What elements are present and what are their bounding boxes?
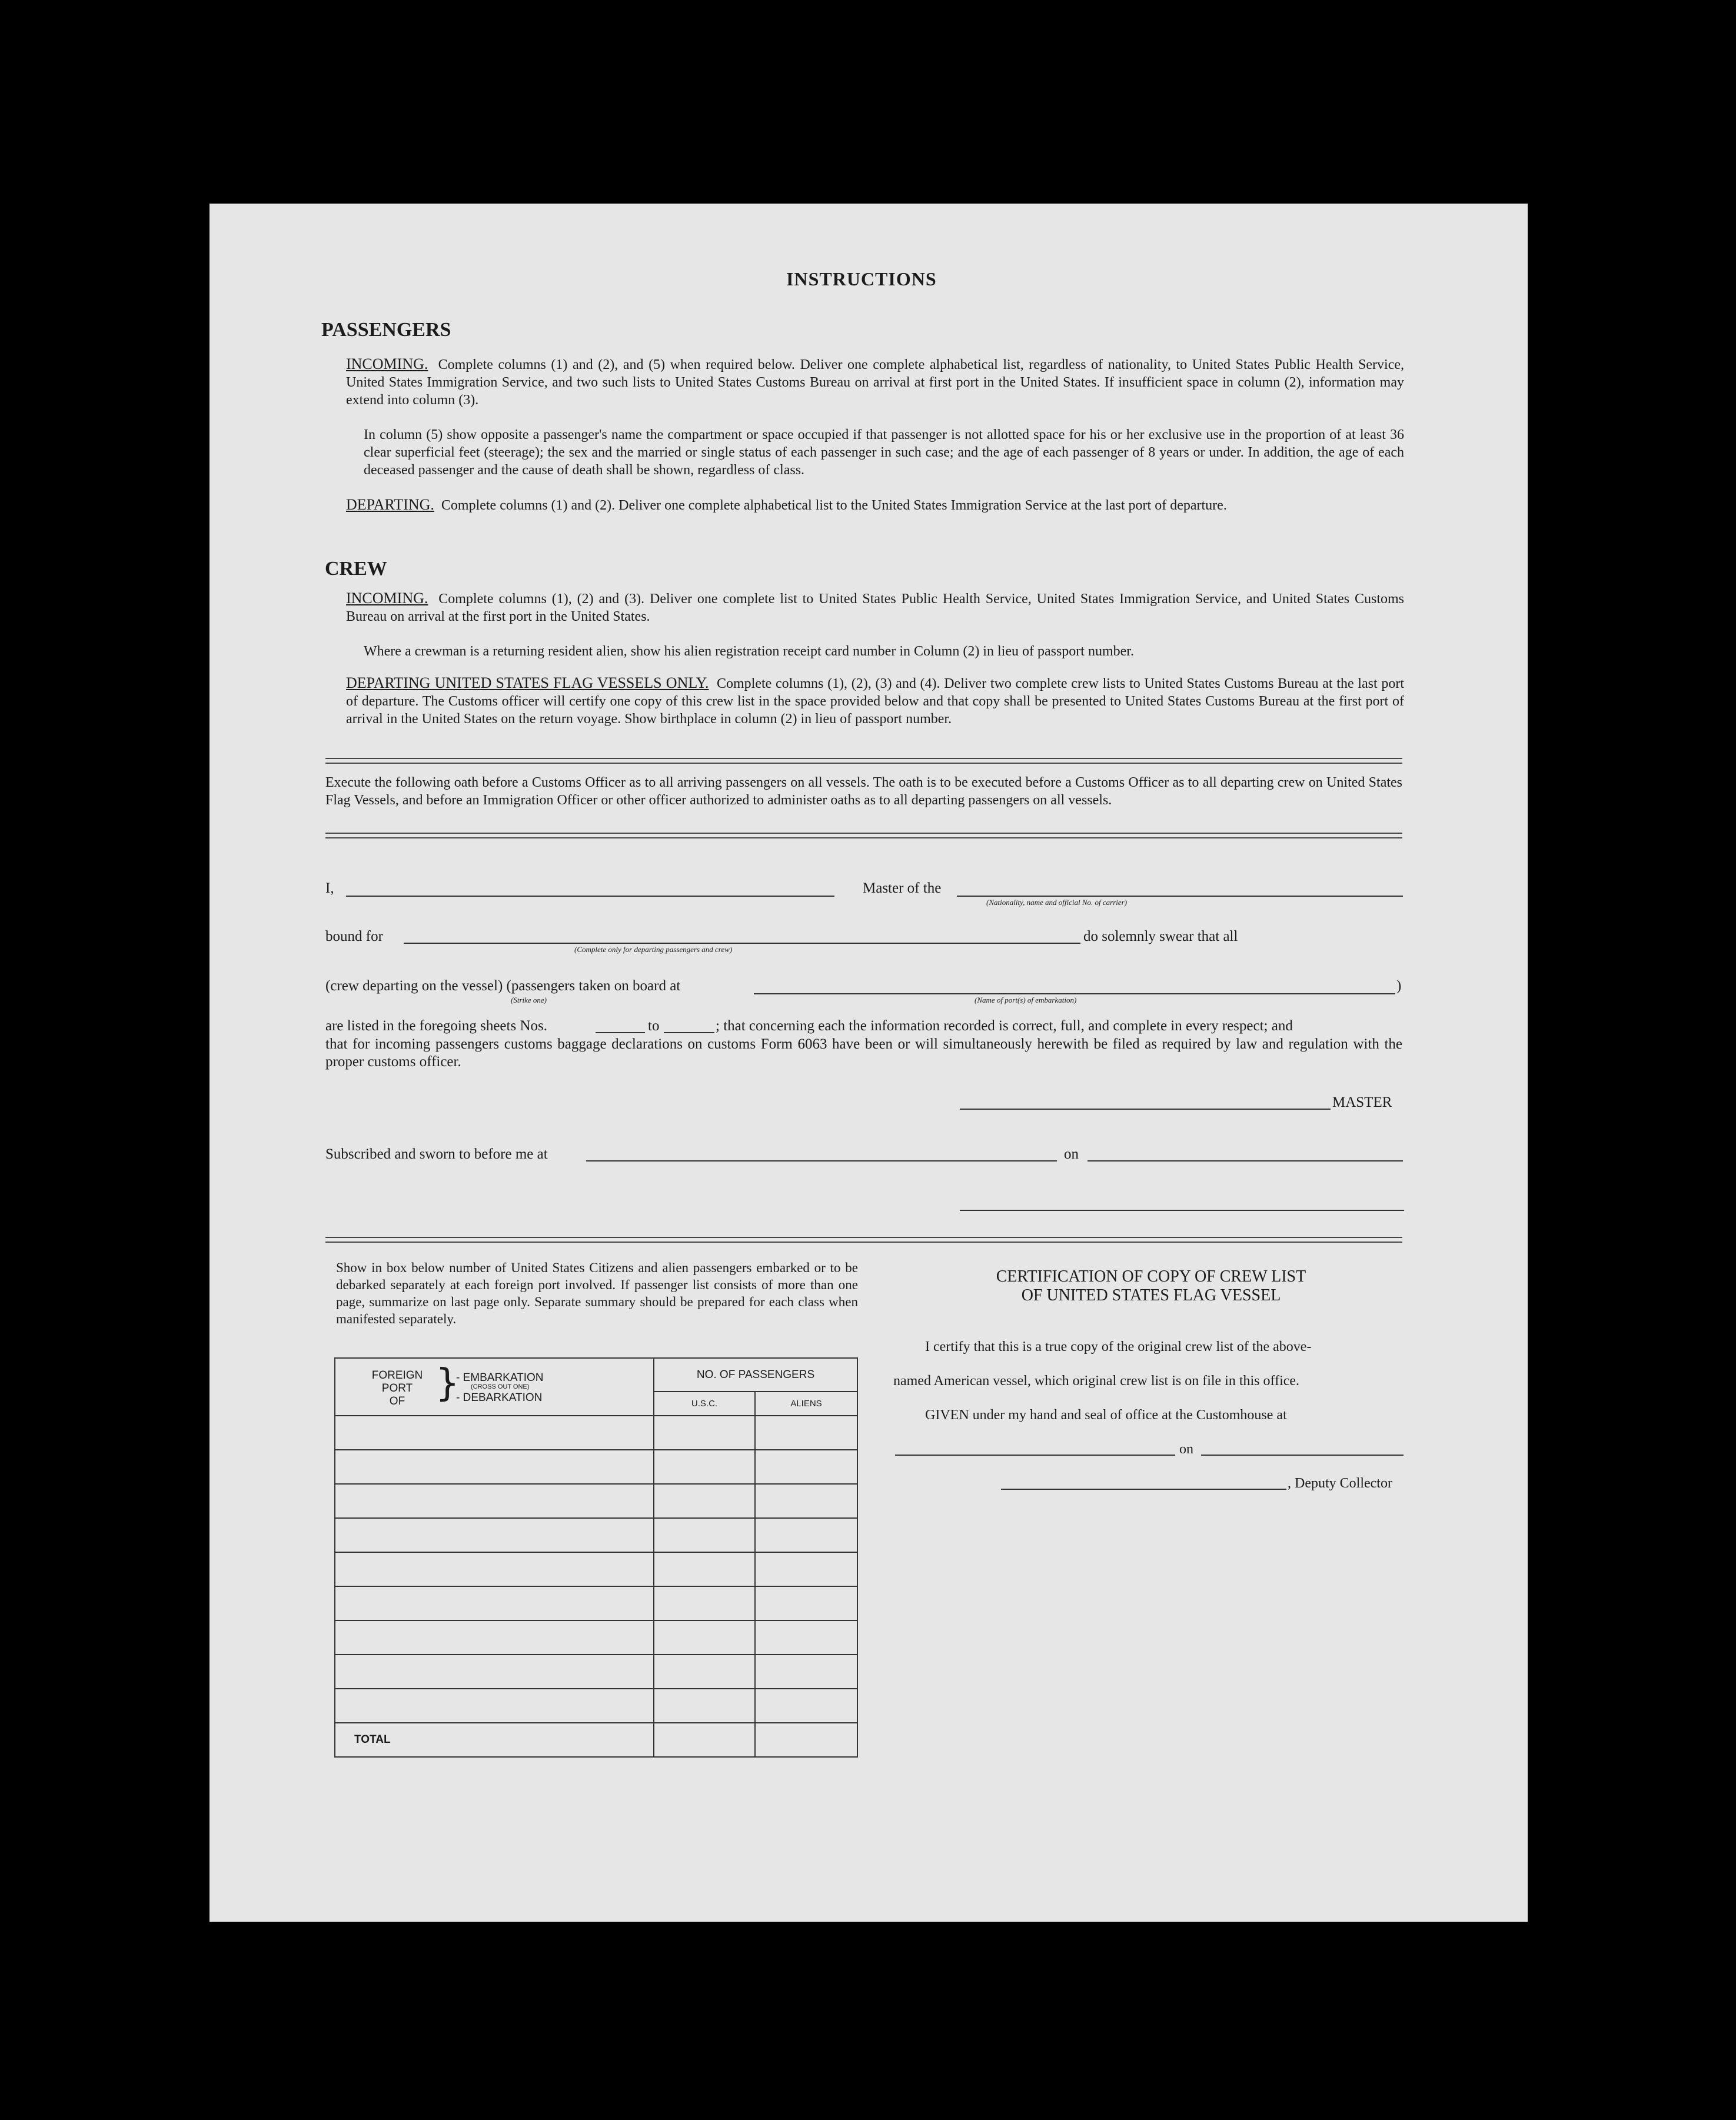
usc-cell[interactable]: [654, 1586, 755, 1620]
passengers-heading: PASSENGERS: [321, 319, 451, 341]
certification-on-label: on: [1179, 1442, 1193, 1457]
crew-incoming-text: Complete columns (1), (2) and (3). Deliver one complete list to United States Public Health Service, United States Immigration Service, and United States Customs Bureau on arrival at the first port in the United States.: [346, 591, 1404, 624]
port-cell[interactable]: [335, 1552, 654, 1586]
crew-incoming-paragraph: [346, 590, 1404, 625]
departing-note: (Complete only for departing passengers and crew): [574, 945, 733, 954]
nationality-note: (Nationality, name and official No. of carrier): [986, 898, 1128, 907]
table-row: [335, 1655, 857, 1689]
table-row: [335, 1450, 857, 1484]
passengers-incoming-label: INCOMING.: [346, 355, 428, 372]
certify-line2: named American vessel, which original crew list is on file in this office.: [893, 1373, 1300, 1389]
crew-incoming-label: INCOMING.: [346, 590, 428, 607]
listed-to-label: to: [648, 1018, 660, 1034]
master-of-the-label: Master of the: [863, 880, 942, 896]
crew-passengers-label: (crew departing on the vessel) (passengers taken on board at: [325, 978, 681, 994]
oath-intro-paragraph: Execute the following oath before a Customs Officer as to all arriving passengers on all vessels. The oath is to be executed before a Customs Officer as to all departing crew on United States Flag Vessels, and before an Immigration Officer or other officer authorized to administer oaths as to all departing passengers on all vessels.: [325, 775, 1402, 808]
listed-label: are listed in the foregoing sheets Nos.: [325, 1018, 547, 1034]
table-row: [335, 1620, 857, 1655]
table-row: [335, 1416, 857, 1450]
master-name-field[interactable]: [346, 896, 834, 897]
aliens-cell[interactable]: [755, 1416, 857, 1450]
port-cell[interactable]: [335, 1416, 654, 1450]
passengers-departing-text: Complete columns (1) and (2). Deliver one complete alphabetical list to the United States Immigration Service at the last port of departure.: [441, 498, 1227, 513]
customhouse-field[interactable]: [895, 1455, 1175, 1456]
passengers-column5-paragraph: In column (5) show opposite a passenger's name the compartment or space occupied if that passenger is not allotted space for his or her exclusive use in the proportion of at least 36 clear superficial feet (steerage); the sex and the married or single status of each passenger in such case; and the age of each passenger of 8 years or under. In addition, the age of each deceased passenger and the cause of death shall be shown, regardless of class.: [364, 427, 1404, 478]
section-divider: [325, 1237, 1402, 1243]
crew-departing-text: Complete columns (1), (2), (3) and (4). Deliver two complete crew lists to United States Customs Bureau at the last port of departure. The Customs officer will certify one copy of this crew list in the space provided below and that copy shall be presented to United States Customs Bureau at the first port of arrival in the United States on the return voyage. Show birthplace in column (2) in lieu of passport number.: [346, 676, 1405, 727]
aliens-cell[interactable]: [755, 1518, 857, 1552]
master-label: MASTER: [1332, 1094, 1392, 1110]
usc-cell[interactable]: [654, 1655, 755, 1689]
port-header-label: [365, 1369, 430, 1408]
aliens-cell[interactable]: [755, 1484, 857, 1518]
port-cell[interactable]: [335, 1586, 654, 1620]
foreign-label: FOREIGN: [371, 1369, 423, 1382]
passengers-departing-label: DEPARTING.: [346, 496, 434, 513]
certification-title-line2: OF UNITED STATES FLAG VESSEL: [1021, 1286, 1281, 1304]
usc-cell[interactable]: [654, 1484, 755, 1518]
port-cell[interactable]: [335, 1689, 654, 1723]
aliens-total-cell[interactable]: [755, 1723, 857, 1757]
certify-line1: I certify that this is a true copy of the original crew list of the above-: [925, 1339, 1312, 1354]
bound-for-field[interactable]: [404, 943, 1080, 944]
passengers-incoming-paragraph: [346, 355, 1404, 409]
cross-out-note: (CROSS OUT ONE): [471, 1383, 530, 1390]
usc-cell[interactable]: [654, 1689, 755, 1723]
table-row: [335, 1689, 857, 1723]
aliens-cell[interactable]: [755, 1450, 857, 1484]
section-divider: [325, 758, 1402, 764]
certification-title-line1: CERTIFICATION OF COPY OF CREW LIST: [996, 1267, 1306, 1286]
port-label: PORT: [381, 1382, 413, 1395]
table-row: [335, 1518, 857, 1552]
usc-cell[interactable]: [654, 1450, 755, 1484]
embarkation-label: - EMBARKATION: [456, 1372, 544, 1384]
ports-note: (Name of port(s) of embarkation): [975, 996, 1077, 1004]
sworn-on-label: on: [1064, 1146, 1079, 1162]
passengers-departing-paragraph: [346, 496, 1404, 514]
close-paren: ): [1396, 978, 1402, 994]
oath-i-label: I,: [325, 880, 334, 896]
of-label: OF: [389, 1395, 405, 1407]
port-cell[interactable]: [335, 1450, 654, 1484]
brace-icon: }: [435, 1362, 460, 1405]
usc-total-cell[interactable]: [654, 1723, 755, 1757]
table-row: [335, 1484, 857, 1518]
section-divider: [325, 833, 1402, 838]
page-title: INSTRUCTIONS: [786, 268, 937, 289]
debarkation-label: - DEBARKATION: [456, 1392, 543, 1404]
swear-label: do solemnly swear that all: [1083, 928, 1238, 944]
total-label: TOTAL: [335, 1723, 654, 1757]
deputy-collector-label: , Deputy Collector: [1288, 1476, 1392, 1491]
summary-intro: Show in box below number of United States Citizens and alien passengers embarked or to be debarked separately at each foreign port involved. If passenger list consists of more than one page, summarize on last page only. Separate summary should be prepared for each class when manifested separately.: [336, 1260, 858, 1326]
sworn-date-field[interactable]: [1088, 1160, 1403, 1161]
passenger-summary-table: [334, 1357, 858, 1758]
crew-departing-paragraph: [346, 674, 1404, 728]
aliens-cell[interactable]: [755, 1689, 857, 1723]
port-cell[interactable]: [335, 1518, 654, 1552]
aliens-cell[interactable]: [755, 1552, 857, 1586]
officer-signature-field[interactable]: [960, 1210, 1404, 1211]
certification-date-field[interactable]: [1201, 1455, 1404, 1456]
crew-heading: CREW: [325, 558, 387, 580]
listed-statement: ; that concerning each the information recorded is correct, full, and complete in every respect; and: [716, 1018, 1293, 1034]
usc-header: U.S.C.: [654, 1392, 755, 1416]
sheet-to-field[interactable]: [664, 1032, 714, 1033]
sheet-from-field[interactable]: [596, 1032, 645, 1033]
carrier-field[interactable]: [957, 896, 1403, 897]
usc-cell[interactable]: [654, 1552, 755, 1586]
aliens-cell[interactable]: [755, 1655, 857, 1689]
port-cell[interactable]: [335, 1620, 654, 1655]
total-row: [335, 1723, 857, 1757]
crew-departing-label: DEPARTING UNITED STATES FLAG VESSELS ONLY.: [346, 674, 709, 691]
usc-cell[interactable]: [654, 1416, 755, 1450]
embarkation-ports-field[interactable]: [754, 993, 1395, 994]
form-page: [209, 204, 1528, 1922]
passengers-incoming-text: Complete columns (1) and (2), and (5) when required below. Deliver one complete alphabetical list, regardless of nationality, to United States Public Health Service, United States Immigration Service, and two such lists to United States Customs Bureau on arrival at first port in the United States. If insufficient space in column (2), information may extend into column (3).: [346, 357, 1405, 408]
subscribed-label: Subscribed and sworn to before me at: [325, 1146, 548, 1162]
certification-title: [898, 1267, 1404, 1305]
deputy-signature-field[interactable]: [1001, 1489, 1286, 1490]
given-line: GIVEN under my hand and seal of office at the Customhouse at: [925, 1407, 1287, 1423]
aliens-cell[interactable]: [755, 1586, 857, 1620]
table-row: [335, 1586, 857, 1620]
aliens-cell[interactable]: [755, 1620, 857, 1655]
table-row: [335, 1552, 857, 1586]
port-cell[interactable]: [335, 1484, 654, 1518]
aliens-header: ALIENS: [755, 1392, 857, 1416]
bound-for-label: bound for: [325, 928, 383, 944]
port-cell[interactable]: [335, 1655, 654, 1689]
port-header-cell: [335, 1358, 654, 1416]
usc-cell[interactable]: [654, 1620, 755, 1655]
no-passengers-header: NO. OF PASSENGERS: [654, 1358, 857, 1392]
usc-cell[interactable]: [654, 1518, 755, 1552]
master-signature-field[interactable]: [960, 1109, 1331, 1110]
crew-resident-paragraph: Where a crewman is a returning resident alien, show his alien registration receipt card number in Column (2) in lieu of passport number.: [364, 644, 1134, 659]
strike-one-note: (Strike one): [511, 996, 547, 1004]
listed-statement-rest: that for incoming passengers customs baggage declarations on customs Form 6063 have been or will simultaneously herewith be filed as required by law and regulation with the proper customs officer.: [325, 1036, 1402, 1070]
sworn-location-field[interactable]: [586, 1160, 1057, 1161]
